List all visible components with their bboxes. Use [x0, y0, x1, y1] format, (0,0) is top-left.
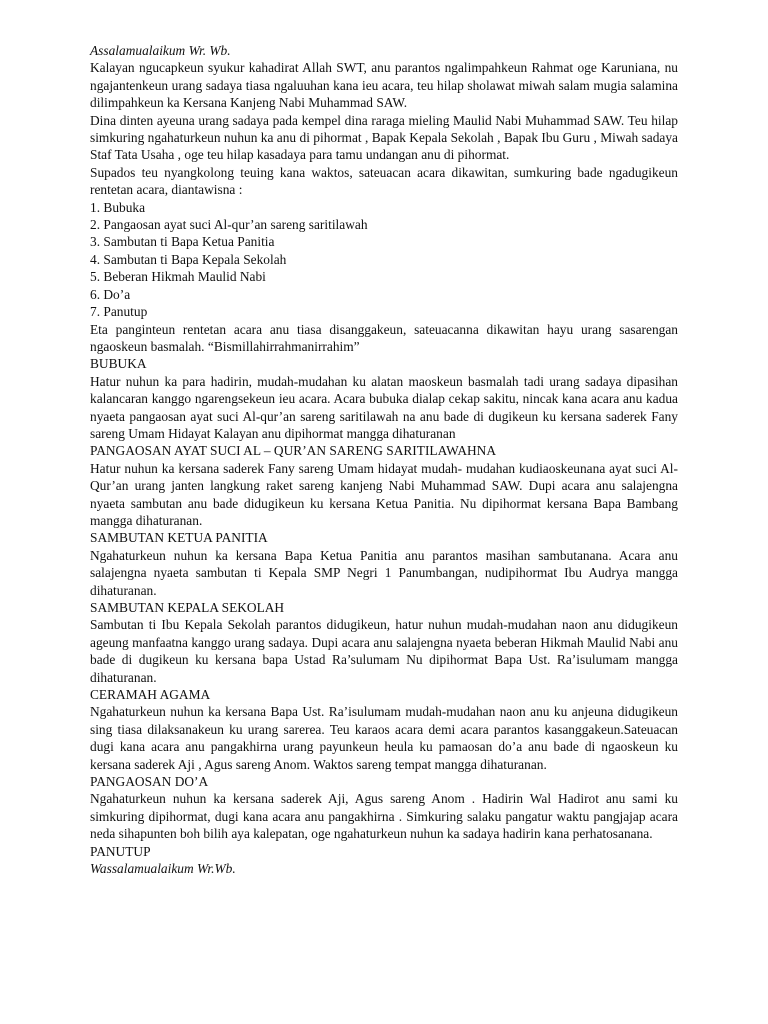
- section-heading-sambutan-ketua: SAMBUTAN KETUA PANITIA: [90, 530, 268, 546]
- agenda-item: 2. Pangaosan ayat suci Al-qur’an sareng saritilawah: [90, 217, 368, 233]
- intro-paragraph-3: Supados teu nyangkolong teuing kana waktos, sateuacan acara dikawitan, sumkuring bade ngadugikeun rentetan acara, diantawisna :: [90, 164, 678, 198]
- intro-paragraph-2: Dina dinten ayeuna urang sadaya pada kempel dina raraga mieling Maulid Nabi Muhammad SAW. Teu hilap simkuring ngahaturkeun nuhun ka anu di pihormat , Bapak Kepala Sekolah , Bapak Ibu Guru , Miwah sadaya Staf Tata Usaha , oge teu hilap kasadaya para tamu undangan anu di pihormat.: [90, 112, 678, 163]
- agenda-item: 3. Sambutan ti Bapa Ketua Panitia: [90, 234, 275, 250]
- section-body-sambutan-kepsek: Sambutan ti Ibu Kepala Sekolah parantos didugikeun, hatur nuhun mudah-mudahan naon anu didugikeun ageung manfaatna kanggo urang sadaya. Dupi acara anu salajengna nyaeta beberan Hikmah Maulid Nabi anu bade di dugikeun ku kersana bapa Ustad Ra’sulumam Nu dipihormat Bapa Ust. Ra’isulumam mangga dihaturanan.: [90, 617, 678, 685]
- section-heading-bubuka: BUBUKA: [90, 356, 147, 372]
- closing: Wassalamualaikum Wr.Wb.: [90, 861, 236, 877]
- intro-paragraph-4: Eta panginteun rentetan acara anu tiasa disanggakeun, sateuacanna dikawitan hayu urang sasarengan ngaoskeun basmalah. “Bismillahirrahmanirrahim”: [90, 321, 678, 354]
- section-body-ceramah: Ngahaturkeun nuhun ka kersana Bapa Ust. Ra’isulumam mudah-mudahan naon anu ku anjeuna didugikeun sing tiasa dilaksanakeun ku urang sarerea. Teu karaos acara demi acara parantos kasanggakeun.Sateuacan dugi kana acara anu pangakhirna urang payunkeun heula ku pamaosan do’a anu bade di ngaoskeun ku kersana saderek Aji , Agus sareng Anom. Waktos sareng tempat mangga dihaturanan.: [90, 704, 678, 772]
- section-heading-ceramah: CERAMAH AGAMA: [90, 687, 211, 703]
- section-body-sambutan-ketua: Ngahaturkeun nuhun ka kersana Bapa Ketua Panitia anu parantos masihan sambutanana. Acara anu salajengna nyaeta sambutan ti Kepala SMP Negri 1 Panumbangan, nudipihormat Ibu Audrya mangga dihaturanan.: [90, 547, 678, 598]
- agenda-item: 5. Beberan Hikmah Maulid Nabi: [90, 269, 266, 285]
- agenda-item: 7. Panutup: [90, 304, 148, 320]
- greeting: Assalamualaikum Wr. Wb.: [90, 43, 231, 58]
- agenda-list: [90, 199, 678, 321]
- intro-paragraph-1: Kalayan ngucapkeun syukur kahadirat Allah SWT, anu parantos ngalimpahkeun Rahmat oge Karuniana, nu ngajantenkeun urang sadaya tiasa ngaluuhan kana ieu acara, teu hilap sholawat miwah salam mugia salamina dilimpahkeun ka Kersana Kanjeng Nabi Muhammad SAW.: [90, 60, 678, 111]
- section-heading-doa: PANGAOSAN DO’A: [90, 774, 209, 790]
- section-body-bubuka: Hatur nuhun ka para hadirin, mudah-mudahan ku alatan maoskeun basmalah tadi urang sadaya dipasihan kalancaran kanggo ngarengsekeun ieu acara. Acara bubuka dialap cekap sakitu, nincak kana acara anu kadua nyaeta pangaosan ayat suci Al-qur’an sareng saritilawah na anu bade di dugikeun ku kersana saderek Fany sareng Umam Hidayat Kalayan anu dipihormat mangga dihaturanan: [90, 373, 678, 441]
- section-body-pangaosan-quran: Hatur nuhun ka kersana saderek Fany sareng Umam hidayat mudah- mudahan kudiaoskeunana ayat suci Al-Qur’an urang janten langkung raket sareng kanjeng Nabi Muhammad SAW. Dupi acara anu salajengna nyaeta sambutan anu bade didugikeun ku kersana Ketua Panitia. Nu dipihormat kersana Bapa Bambang mangga dihaturanan.: [90, 460, 678, 528]
- section-heading-panutup: PANUTUP: [90, 843, 151, 859]
- section-heading-pangaosan-quran: PANGAOSAN AYAT SUCI AL – QUR’AN SARENG SARITILAWAHNA: [90, 443, 497, 459]
- agenda-item: 6. Do’a: [90, 286, 131, 302]
- agenda-item: 1. Bubuka: [90, 199, 146, 215]
- agenda-item: 4. Sambutan ti Bapa Kepala Sekolah: [90, 251, 287, 267]
- section-heading-sambutan-kepsek: SAMBUTAN KEPALA SEKOLAH: [90, 600, 285, 615]
- section-body-doa: Ngahaturkeun nuhun ka kersana saderek Aji, Agus sareng Anom . Hadirin Wal Hadirot anu sami ku simkuring dipihormat, dugi kana acara anu pangakhirna . Simkuring salaku pangatur waktu pangjajap acara neda sihapunten boh bilih aya kalepatan, oge ngahaturkeun nuhun ka sadaya hadirin kana perhatosanana.: [90, 791, 678, 842]
